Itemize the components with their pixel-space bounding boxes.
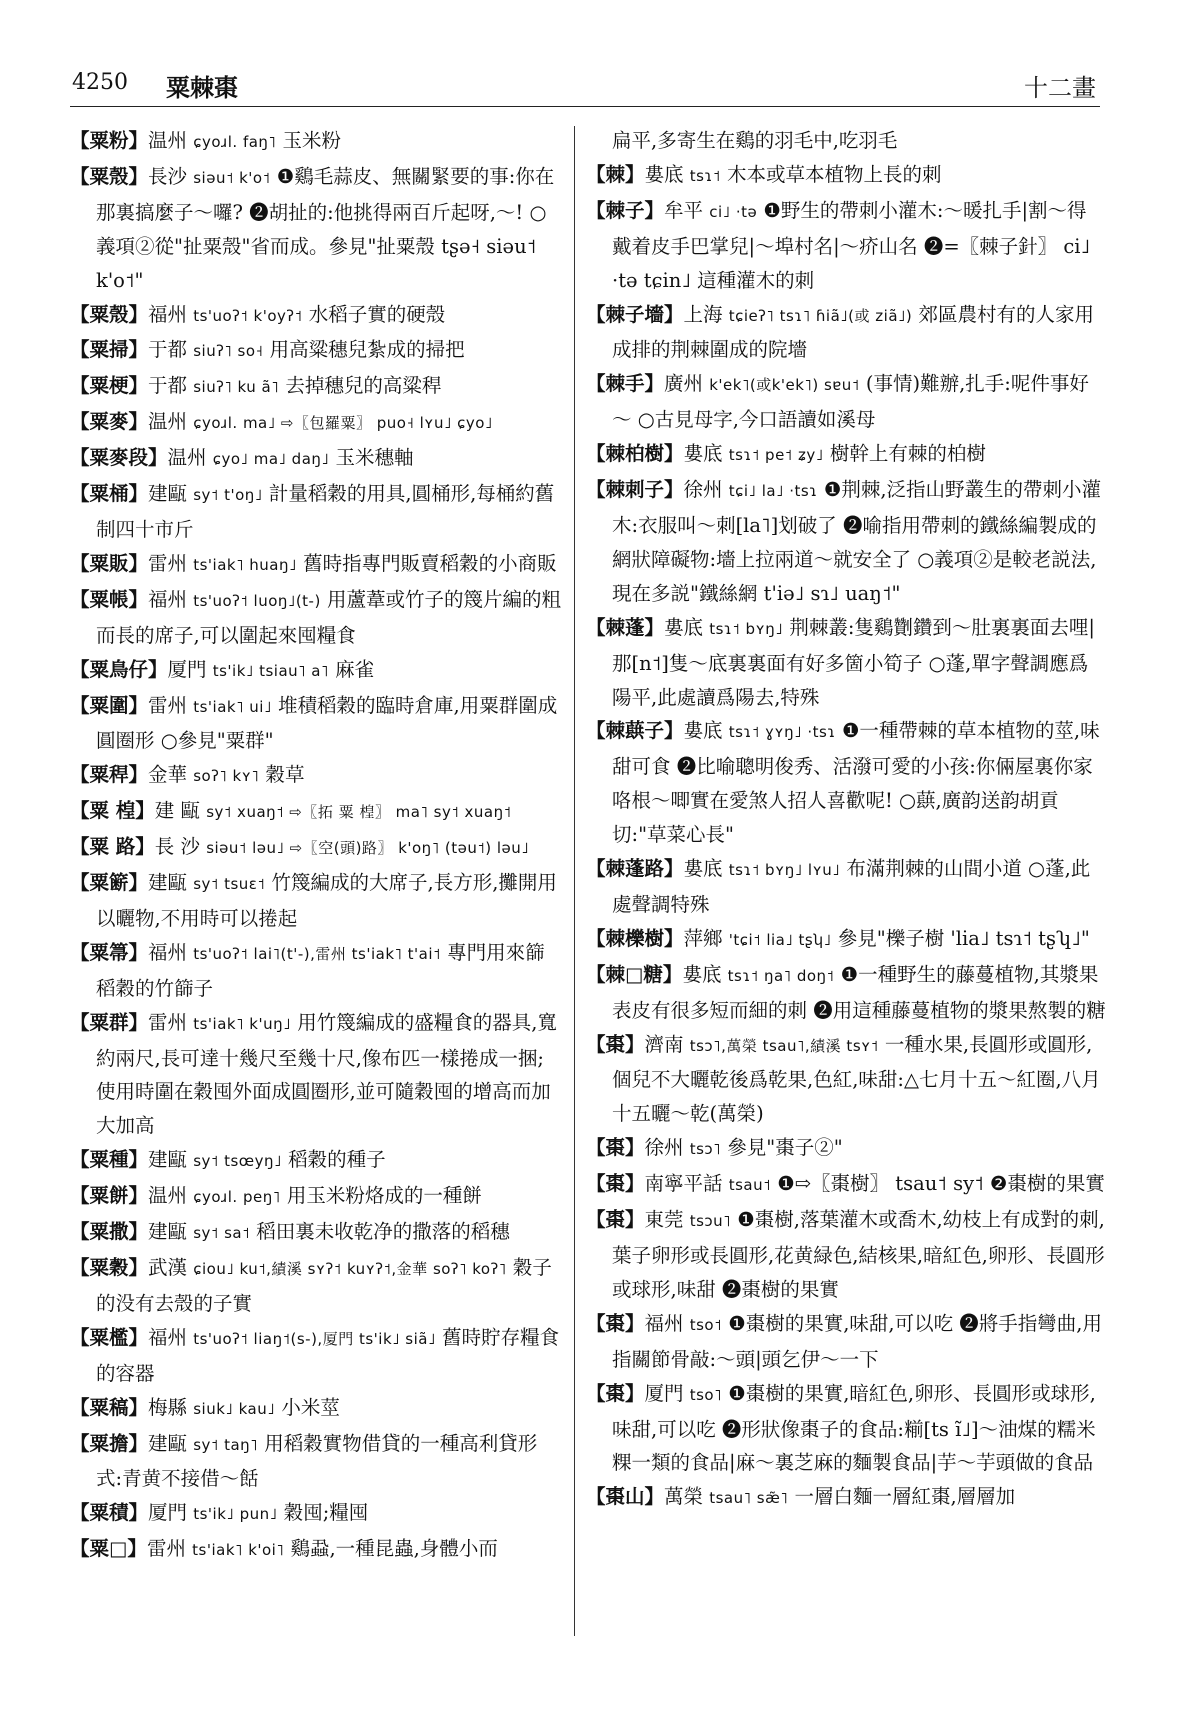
headword: 【粟積】 xyxy=(70,1501,149,1525)
definition: 木本或草本植物上長的刺 xyxy=(727,162,942,186)
pronunciation: tsɔ˥,萬榮 tsau˥,績溪 tsʏ˦ xyxy=(689,1036,879,1055)
pronunciation: siəu˦ k'o˦ xyxy=(193,168,271,187)
pronunciation: 'tɕi˦ lia˩ tʂʮ˩ xyxy=(728,930,832,949)
definition: 用玉米粉烙成的一種餅 xyxy=(286,1184,482,1208)
pronunciation: ts'uoʔ˦ liaŋ˦(s-),厦門 ts'ik˩ siã˩ xyxy=(193,1329,436,1348)
dialect-location: 南寧平話 xyxy=(644,1172,723,1196)
headword: 【棘蕻子】 xyxy=(586,719,684,743)
pronunciation: tsɔu˥ xyxy=(689,1212,732,1231)
headword: 【粟群】 xyxy=(70,1010,149,1034)
dialect-location: 厦門 xyxy=(644,1381,684,1405)
dictionary-entry xyxy=(586,1307,1106,1377)
headword: 【棗】 xyxy=(586,1311,645,1335)
dialect-location: 建甌 xyxy=(148,1148,188,1172)
dictionary-entry xyxy=(586,1377,1106,1481)
headword: 【粟梗】 xyxy=(70,374,149,398)
headword: 【棘刺子】 xyxy=(586,478,684,502)
definition: 稻田裏未收乾净的撒落的稻穗 xyxy=(256,1220,510,1244)
headword: 【棘櫟樹】 xyxy=(586,926,684,950)
dialect-location: 婁底 xyxy=(683,719,723,743)
dialect-location: 婁底 xyxy=(683,442,723,466)
definition: 專門用來篩稻穀的竹篩子 xyxy=(96,940,545,1000)
pronunciation: sy˦ tsœyŋ˩ xyxy=(193,1152,282,1171)
definition: ❶棗樹的果實,味甜,可以吃 ❷將手指彎曲,用指關節骨敲:～頭|頭乞伊～一下 xyxy=(612,1311,1102,1371)
headword: 【粟稿】 xyxy=(70,1395,149,1419)
definition: 一種水果,長圓形或圓形,個兒不大曬乾後爲乾果,色紅,味甜:△七月十五～紅圈,八月十五曬～乾(萬榮) xyxy=(612,1032,1101,1126)
dictionary-entry xyxy=(70,547,562,583)
definition: ❶一種野生的藤蔓植物,其漿果表皮有很多短而細的刺 ❷用這種藤蔓植物的漿果熬製的糖 xyxy=(612,962,1106,1022)
headword: 【棗】 xyxy=(586,1032,645,1056)
headword: 【粟簖】 xyxy=(70,871,149,895)
dictionary-entry xyxy=(70,794,562,830)
definition: ❶荆棘,泛指山野叢生的帶刺小灌木:衣服叫～刺[la˥]划破了 ❷喻指用帶刺的鐵絲編製成的網狀障礙物:墻上拉兩道～就安全了 ○義項②是較老説法,現在多説"鐵絲網 t'iə˩ sɿ˩ uaŋ˦" xyxy=(612,478,1102,605)
headword: 【粟稈】 xyxy=(70,763,149,787)
headword: 【粟檻】 xyxy=(70,1325,149,1349)
dialect-location: 福州 xyxy=(148,587,188,611)
definition: 麻雀 xyxy=(335,657,375,681)
headword: 【粟 路】 xyxy=(70,835,155,859)
definition: 樹幹上有棘的柏樹 xyxy=(829,442,986,466)
dialect-location: 徐州 xyxy=(644,1136,684,1160)
dictionary-entry xyxy=(586,158,1106,194)
page-number: 4250 xyxy=(72,70,128,95)
headword: 【粟箒】 xyxy=(70,940,149,964)
dictionary-entry xyxy=(70,298,562,334)
pronunciation: tso˦ xyxy=(689,1315,723,1334)
headword: 【棘蓬路】 xyxy=(586,857,684,881)
dictionary-entry xyxy=(586,298,1106,368)
headword: 【棗】 xyxy=(586,1136,645,1160)
dictionary-entry xyxy=(586,437,1106,473)
dictionary-entry xyxy=(70,758,562,794)
dictionary-entry xyxy=(586,1167,1106,1203)
dictionary-entry xyxy=(70,369,562,405)
definition: 堆積稻穀的臨時倉庫,用粟群圍成圓圈形 ○參見"粟群" xyxy=(96,693,558,753)
dictionary-entry xyxy=(586,367,1106,437)
dialect-location: 福州 xyxy=(644,1311,684,1335)
dialect-location: 建甌 xyxy=(148,871,188,895)
dialect-location: 婁底 xyxy=(683,857,723,881)
dictionary-entry xyxy=(70,1427,562,1497)
dialect-location: 武漢 xyxy=(148,1256,188,1279)
dictionary-entry xyxy=(70,1391,562,1427)
headword: 【粟麥段】 xyxy=(70,446,168,470)
pronunciation: tsɿ˦ xyxy=(689,166,721,185)
dialect-location: 雷州 xyxy=(148,1010,188,1034)
definition: ❶一種帶棘的草本植物的莖,味甜可食 ❷比喻聰明俊秀、活潑可愛的小孩:你倆屋裏你家咯根～唧實在愛煞人招人喜歡呢! ○蕻,廣韵送韵胡貢切:"草菜心長" xyxy=(612,719,1100,847)
dictionary-entry xyxy=(70,441,562,477)
dialect-location: 厦門 xyxy=(167,657,207,681)
definition: 一層白麵一層紅棗,層層加 xyxy=(794,1485,1016,1509)
dialect-location: 建 甌 xyxy=(154,799,200,823)
dialect-location: 福州 xyxy=(148,940,188,964)
dialect-location: 上海 xyxy=(683,302,723,326)
headword: 【棘□糖】 xyxy=(586,962,683,986)
dialect-location: 于都 xyxy=(148,374,188,398)
dictionary-entry xyxy=(70,405,562,441)
dictionary-entry xyxy=(586,714,1106,852)
pronunciation: tsɿ˦ pe˦ ʑy˩ xyxy=(728,446,824,465)
pronunciation: ɕyoɹl. ma˩ ⇨〖包羅粟〗 puo˧ lʏu˩ ɕyo˩ xyxy=(193,414,493,433)
definition: 用高粱穗兒紮成的掃把 xyxy=(269,338,465,362)
definition: (事情)難辦,扎手:呢件事好～ ○古見母字,今口語讀如溪母 xyxy=(612,372,1089,432)
dictionary-entry xyxy=(70,1179,562,1215)
definition: 穀草 xyxy=(265,763,305,787)
definition: ❶棗樹,落葉灌木或喬木,幼枝上有成對的刺,葉子卵形或長圓形,花黄緑色,結核果,暗紅色,卵形、長圓形或球形,味甜 ❷棗樹的果實 xyxy=(612,1208,1105,1301)
dialect-location: 徐州 xyxy=(683,478,723,502)
dictionary-entry xyxy=(586,1203,1106,1307)
dictionary-entry xyxy=(70,1321,562,1391)
pronunciation: tso˥ xyxy=(689,1385,723,1404)
pronunciation: tsɿ˦ ŋa˥ doŋ˦ xyxy=(727,966,835,985)
pronunciation: ts'ik˩ tsiau˥ a˥ xyxy=(212,661,329,680)
dictionary-entry xyxy=(586,852,1106,922)
headword: 【粟穀】 xyxy=(70,1256,149,1279)
definition: 用竹篾編成的盛糧食的器具,寬約兩尺,長可達十幾尺至幾十尺,像布匹一樣捲成一捆;使用時圍在穀囤外面成圓圈形,並可隨穀囤的增高而加大加高 xyxy=(96,1010,557,1138)
dialect-location: 雷州 xyxy=(148,551,188,575)
headword: 【粟殼】 xyxy=(70,302,149,326)
dialect-location: 廣州 xyxy=(664,372,704,396)
dialect-location: 梅縣 xyxy=(148,1395,188,1419)
definition: 穀囤;糧囤 xyxy=(283,1501,369,1525)
definition: 布滿荆棘的山間小道 ○蓬,此處聲調特殊 xyxy=(612,857,1091,916)
headword: 【粟販】 xyxy=(70,551,149,575)
headword: 【粟桶】 xyxy=(70,482,149,506)
headword: 【粟 楻】 xyxy=(70,799,155,823)
dialect-location: 萍鄉 xyxy=(683,926,723,950)
dictionary-entry xyxy=(70,477,562,547)
dictionary-entry xyxy=(70,1006,562,1144)
definition: 穀子的没有去殼的子實 xyxy=(96,1256,552,1315)
dictionary-entry xyxy=(586,124,1106,158)
pronunciation: ts'uoʔ˦ luoŋ˩(t-) xyxy=(193,591,321,610)
left-column xyxy=(70,124,562,1568)
pronunciation: ts'iak˥ k'uŋ˩ xyxy=(193,1014,291,1033)
headword: 【棘子】 xyxy=(586,198,665,222)
dialect-location: 于都 xyxy=(148,338,188,362)
dictionary-entry xyxy=(70,1532,562,1568)
pronunciation: sy˦ t'oŋ˩ xyxy=(193,486,263,505)
dialect-location: 牟平 xyxy=(664,198,704,222)
definition: 荆棘叢:隻鷄劗鑽到～肚裏裏面去哩|那[n˦]隻～底裏裏面有好多箇小筍子 ○蓬,單字聲調應爲陽平,此處讀爲陽去,特殊 xyxy=(612,615,1095,709)
definition: 用稻穀實物借貸的一種高利貸形式:青黄不接借～餂 xyxy=(96,1431,538,1491)
headword: 【粟種】 xyxy=(70,1148,149,1172)
dialect-location: 福州 xyxy=(148,302,188,326)
dictionary-entry xyxy=(586,958,1106,1028)
dictionary-entry xyxy=(586,473,1106,611)
headword: 【棘】 xyxy=(586,162,645,186)
definition: 參見"櫟子樹 'lia˩ tsɿ˦ tʂʮ˩" xyxy=(837,926,1090,950)
headword: 【粟餅】 xyxy=(70,1184,149,1208)
section-label: 十二畫 xyxy=(1024,74,1096,102)
headword: 【棗】 xyxy=(586,1381,645,1405)
definition: 郊區農村有的人家用成排的荆棘圍成的院墻 xyxy=(612,302,1094,362)
dialect-location: 温州 xyxy=(148,1184,188,1208)
pronunciation: sy˦ tsuɛ˦ xyxy=(193,875,266,894)
pronunciation: tsɿ˦ ɣʏŋ˩ ·tsɿ xyxy=(728,723,836,742)
dictionary-entry xyxy=(586,611,1106,715)
pronunciation: tsau˥ sæ̃˥ xyxy=(709,1489,789,1508)
dialect-location: 長沙 xyxy=(148,164,188,188)
dictionary-entry xyxy=(70,583,562,653)
definition: 用蘆葦或竹子的篾片編的粗而長的席子,可以圍起來囤糧食 xyxy=(96,587,562,647)
headword: 【粟撒】 xyxy=(70,1220,149,1244)
dialect-location: 金華 xyxy=(148,763,188,787)
definition: 稻穀的種子 xyxy=(288,1148,386,1172)
pronunciation: siuk˩ kau˩ xyxy=(193,1399,276,1418)
pronunciation: sy˦ taŋ˥ xyxy=(193,1435,259,1454)
dictionary-entry xyxy=(70,1251,562,1321)
definition: 參見"棗子②" xyxy=(727,1136,843,1160)
definition: 竹篾編成的大席子,長方形,攤開用以曬物,不用時可以捲起 xyxy=(96,871,557,930)
dictionary-entry xyxy=(70,1496,562,1532)
definition: ❶鷄毛蒜皮、無關緊要的事:你在那裏搞麼子～囉? ❷胡扯的:他挑得兩百斤起呀,～! ○義項②從"扯粟殼"省而成。參見"扯粟殼 tʂə˧ siəu˦ k'o˦" xyxy=(96,164,555,292)
dialect-location: 建甌 xyxy=(148,1220,188,1244)
pronunciation: tsɿ˦ bʏŋ˩ lʏu˩ xyxy=(728,861,841,880)
definition: 水稻子實的硬殼 xyxy=(308,302,446,326)
definition: 舊時指專門販賣稻穀的小商販 xyxy=(303,551,557,575)
dictionary-entry xyxy=(586,922,1106,958)
pronunciation: siuʔ˥ so˧ xyxy=(193,342,264,361)
definition: 去掉穗兒的高粱稈 xyxy=(285,374,442,398)
dictionary-entry xyxy=(586,194,1106,298)
dialect-location: 温州 xyxy=(148,410,188,434)
dictionary-entry xyxy=(586,1480,1106,1516)
dictionary-entry xyxy=(70,866,562,936)
definition: 鷄蝨,一種昆蟲,身體小而 xyxy=(290,1537,498,1561)
headword: 【粟□】 xyxy=(70,1537,147,1561)
headword: 【粟粉】 xyxy=(70,129,149,152)
dialect-location: 濟南 xyxy=(644,1032,684,1056)
pronunciation: ts'iak˥ huaŋ˩ xyxy=(193,555,297,574)
definition: 扁平,多寄生在鷄的羽毛中,吃羽毛 xyxy=(612,129,898,152)
headword: 【棘柏樹】 xyxy=(586,442,684,466)
pronunciation: ts'iak˥ k'oi˥ xyxy=(192,1541,285,1560)
pronunciation: ts'ik˩ pun˩ xyxy=(193,1505,278,1524)
pronunciation: sy˦ xuaŋ˦ ⇨〖拓 粟 楻〗 ma˥ sy˦ xuaŋ˦ xyxy=(206,803,512,822)
pronunciation: ci˩ ·tə xyxy=(709,202,758,221)
pronunciation: soʔ˥ kʏ˥ xyxy=(193,767,260,786)
pronunciation: k'ek˥(或k'ek˥) sɐu˦ xyxy=(709,376,860,395)
definition: 計量稻穀的用具,圓桶形,每桶約舊制四十市斤 xyxy=(96,482,555,541)
headword: 【粟麥】 xyxy=(70,410,149,434)
dialect-location: 婁底 xyxy=(644,162,684,186)
pronunciation: siuʔ˥ ku ã˥ xyxy=(193,378,280,397)
header-rule xyxy=(70,106,1100,107)
column-divider xyxy=(574,126,575,1636)
pronunciation: sy˦ sa˦ xyxy=(193,1224,250,1243)
headword: 【粟掃】 xyxy=(70,338,149,362)
definition: 小米莖 xyxy=(281,1395,340,1419)
page-header xyxy=(70,62,1100,102)
dialect-location: 建甌 xyxy=(148,1431,188,1455)
definition: ❶棗樹的果實,暗紅色,卵形、長圓形或球形,味甜,可以吃 ❷形狀像棗子的食品:糋[ts ĩ˩]～油煤的糯米粿一類的食品|麻～裏芝麻的麵製食品|芋～芋頭做的食品 xyxy=(612,1381,1096,1475)
dialect-location: 温州 xyxy=(148,129,188,152)
pronunciation: tsɿ˦ bʏŋ˩ xyxy=(709,619,784,638)
dictionary-entry xyxy=(70,160,562,298)
dictionary-entry xyxy=(70,653,562,689)
dialect-location: 長 沙 xyxy=(154,835,200,859)
pronunciation: ts'iak˥ ui˩ xyxy=(193,697,272,716)
headword: 【棘蓬】 xyxy=(586,615,665,639)
pronunciation: tsɔ˥ xyxy=(689,1140,722,1159)
dialect-location: 厦門 xyxy=(148,1501,188,1525)
dictionary-entry xyxy=(70,689,562,759)
headword: 【粟鳥仔】 xyxy=(70,657,168,681)
dialect-location: 建甌 xyxy=(148,482,188,506)
dictionary-entry xyxy=(586,1028,1106,1132)
headword: 【粟圍】 xyxy=(70,693,149,717)
dialect-location: 温州 xyxy=(167,446,207,470)
pronunciation: siəu˦ ləu˩ ⇨〖空(頭)路〗 k'oŋ˥ (təu˦) ləu˩ xyxy=(206,839,530,858)
dialect-location: 婁底 xyxy=(682,962,722,986)
dictionary-entry xyxy=(586,1131,1106,1167)
pronunciation: ts'uoʔ˦ k'oyʔ˦ xyxy=(193,306,303,325)
pronunciation: ɕiou˩ ku˦,績溪 sʏʔ˦ kuʏʔ˦,金華 soʔ˥ koʔ˥ xyxy=(193,1260,507,1278)
dictionary-entry xyxy=(70,333,562,369)
headword: 【棗】 xyxy=(586,1172,645,1196)
pronunciation: ɕyo˩ ma˩ daŋ˩ xyxy=(212,450,330,469)
pronunciation: ɕyoɹl. peŋ˥ xyxy=(193,1188,281,1207)
definition: 舊時貯存糧食的容器 xyxy=(96,1325,560,1385)
pronunciation: ts'uoʔ˦ lai˥(t'-),雷州 ts'iak˥ t'ai˦ xyxy=(193,944,441,963)
definition: 玉米粉 xyxy=(282,129,342,152)
dialect-location: 東莞 xyxy=(644,1208,684,1232)
headword: 【粟殼】 xyxy=(70,164,149,188)
definition: ❶野生的帶刺小灌木:～暖扎手|割～得戴着皮手巴掌兒|～埠村名|～疥山名 ❷=〖棘子針〗 ci˩ ·tə tɕin˩ 這種灌木的刺 xyxy=(612,198,1091,292)
dialect-location: 雷州 xyxy=(148,693,188,717)
dictionary-entry xyxy=(70,1143,562,1179)
headword: 【棗山】 xyxy=(586,1485,665,1509)
dictionary-entry xyxy=(70,830,562,866)
pronunciation: ɕyoɹl. faŋ˥ xyxy=(193,133,277,151)
headword: 【粟帳】 xyxy=(70,587,149,611)
dialect-location: 雷州 xyxy=(146,1537,186,1561)
headword: 【粟擔】 xyxy=(70,1431,149,1455)
pronunciation: tsau˦ xyxy=(728,1176,772,1195)
headword: 【棗】 xyxy=(586,1208,645,1232)
definition: 玉米穗軸 xyxy=(335,446,414,470)
dictionary-entry xyxy=(70,936,562,1006)
right-column xyxy=(586,124,1106,1516)
pronunciation: tɕi˩ la˩ ·tsɿ xyxy=(728,482,818,501)
dialect-location: 萬榮 xyxy=(664,1485,704,1509)
headword: 【棘手】 xyxy=(586,372,665,396)
dictionary-entry xyxy=(70,1215,562,1251)
dictionary-entry xyxy=(70,124,562,160)
dialect-location: 婁底 xyxy=(664,615,704,639)
headword: 【棘子墻】 xyxy=(586,302,684,326)
definition: ❶⇨〖棗樹〗 tsau˦ sy˦ ❷棗樹的果實 xyxy=(777,1172,1105,1196)
page-title: 粟棘棗 xyxy=(166,73,238,102)
pronunciation: tɕieʔ˥ tsɿ˥ ɦiã˩(或 ziã˩) xyxy=(728,306,913,325)
dialect-location: 福州 xyxy=(148,1325,188,1349)
